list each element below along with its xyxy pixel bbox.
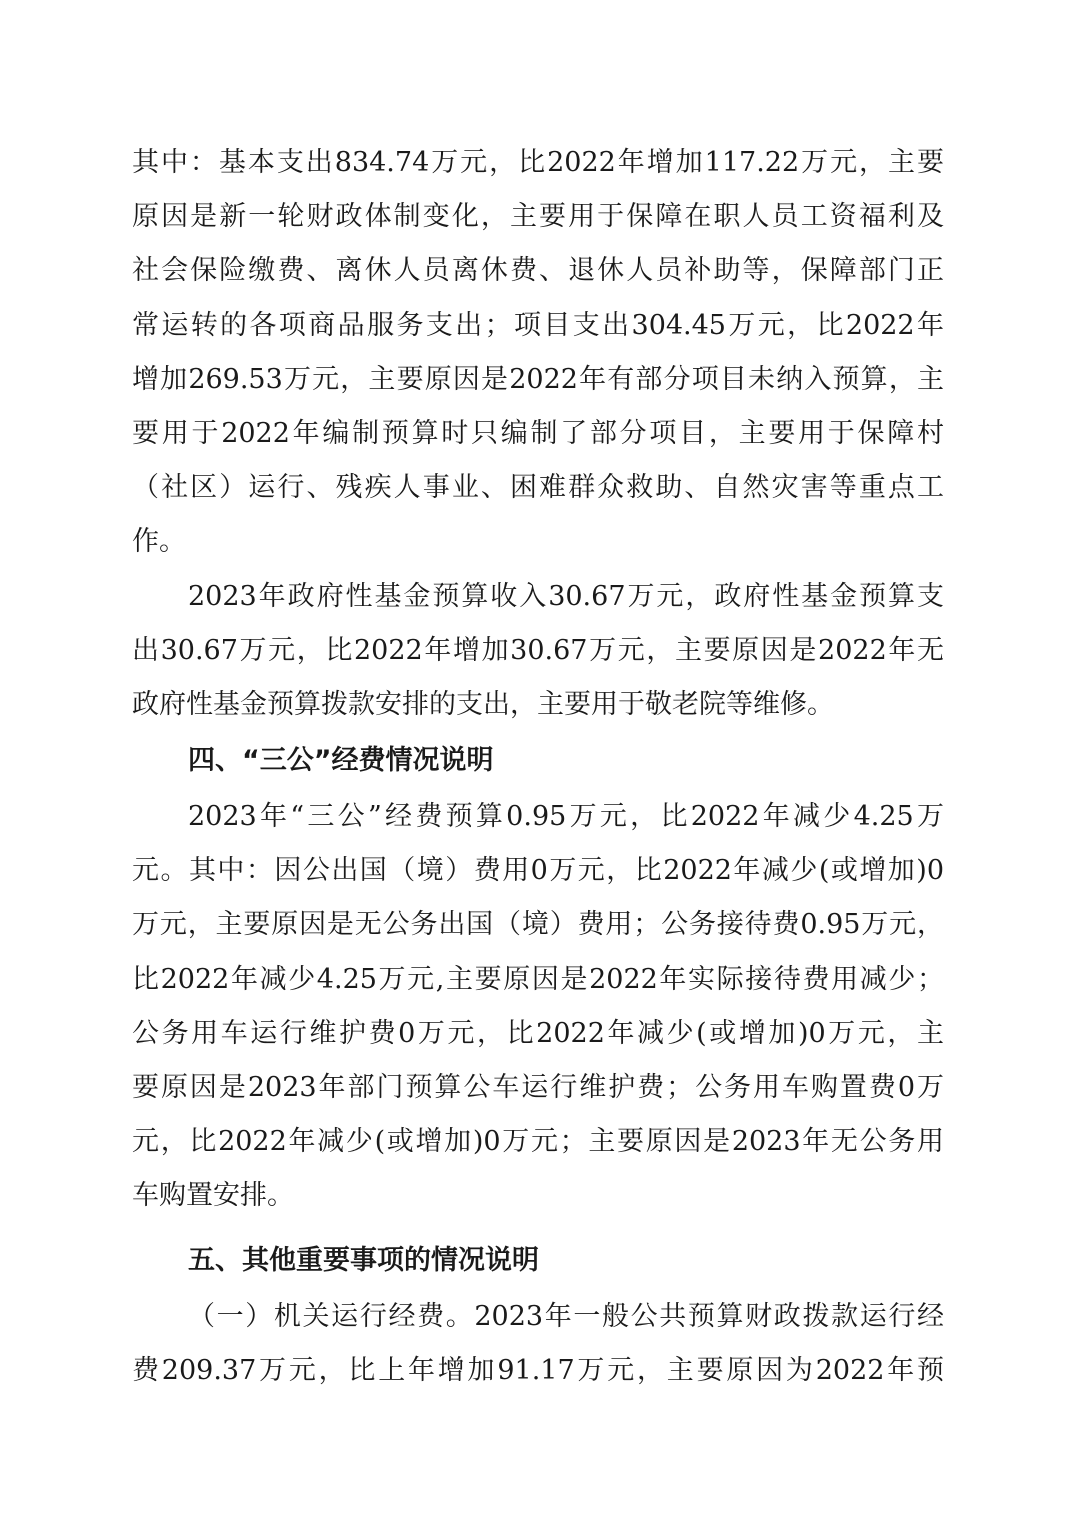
text-line: 万元，主要原因是无公务出国（境）费用；公务接待费0.95万元， [132, 909, 944, 941]
paragraph-operating-expenses [132, 1290, 944, 1398]
text-line: 2023年“三公”经费预算0.95万元，比2022年减少4.25万 [188, 801, 944, 833]
section-heading-three-public-expenses: 四、“三公”经费情况说明 [188, 745, 494, 777]
text-line: 公务用车运行维护费0万元，比2022年减少(或增加)0万元，主 [132, 1017, 944, 1049]
text-line: 2023年政府性基金预算收入30.67万元，政府性基金预算支 [188, 580, 944, 612]
text-line: （社区）运行、残疾人事业、困难群众救助、自然灾害等重点工 [132, 472, 944, 504]
text-line: 费209.37万元，比上年增加91.17万元，主要原因为2022年预 [132, 1354, 944, 1386]
text-line: 其中：基本支出834.74万元，比2022年增加117.22万元，主要 [132, 147, 944, 178]
text-line: 车购置安排。 [132, 1180, 294, 1212]
paragraph-expenditure-detail [132, 136, 944, 570]
text-line: 比2022年减少4.25万元,主要原因是2022年实际接待费用减少； [132, 963, 944, 995]
section-heading-other-matters: 五、其他重要事项的情况说明 [188, 1244, 539, 1276]
paragraph-three-public-expenses [132, 790, 944, 1224]
text-line: 常运转的各项商品服务支出；项目支出304.45万元，比2022年 [132, 309, 944, 341]
paragraph-government-fund [132, 570, 944, 733]
text-line: 原因是新一轮财政体制变化，主要用于保障在职人员工资福利及 [132, 201, 944, 233]
text-line: 政府性基金预算拨款安排的支出，主要用于敬老院等维修。 [132, 688, 834, 720]
text-line: 作。 [132, 526, 186, 558]
text-line: 要用于2022年编制预算时只编制了部分项目，主要用于保障村 [132, 417, 944, 449]
text-line: 增加269.53万元，主要原因是2022年有部分项目未纳入预算，主 [132, 363, 944, 395]
text-line: 出30.67万元，比2022年增加30.67万元，主要原因是2022年无 [132, 634, 944, 666]
text-line: 元，比2022年减少(或增加)0万元；主要原因是2023年无公务用 [132, 1126, 944, 1158]
text-line: （一）机关运行经费。2023年一般公共预算财政拨款运行经 [188, 1300, 944, 1332]
document-body [132, 136, 944, 1398]
text-line: 要原因是2023年部门预算公车运行维护费；公务用车购置费0万 [132, 1072, 944, 1103]
text-line: 社会保险缴费、离休人员离休费、退休人员补助等，保障部门正 [132, 255, 944, 287]
text-line: 元。其中：因公出国（境）费用0万元，比2022年减少(或增加)0 [132, 855, 944, 887]
